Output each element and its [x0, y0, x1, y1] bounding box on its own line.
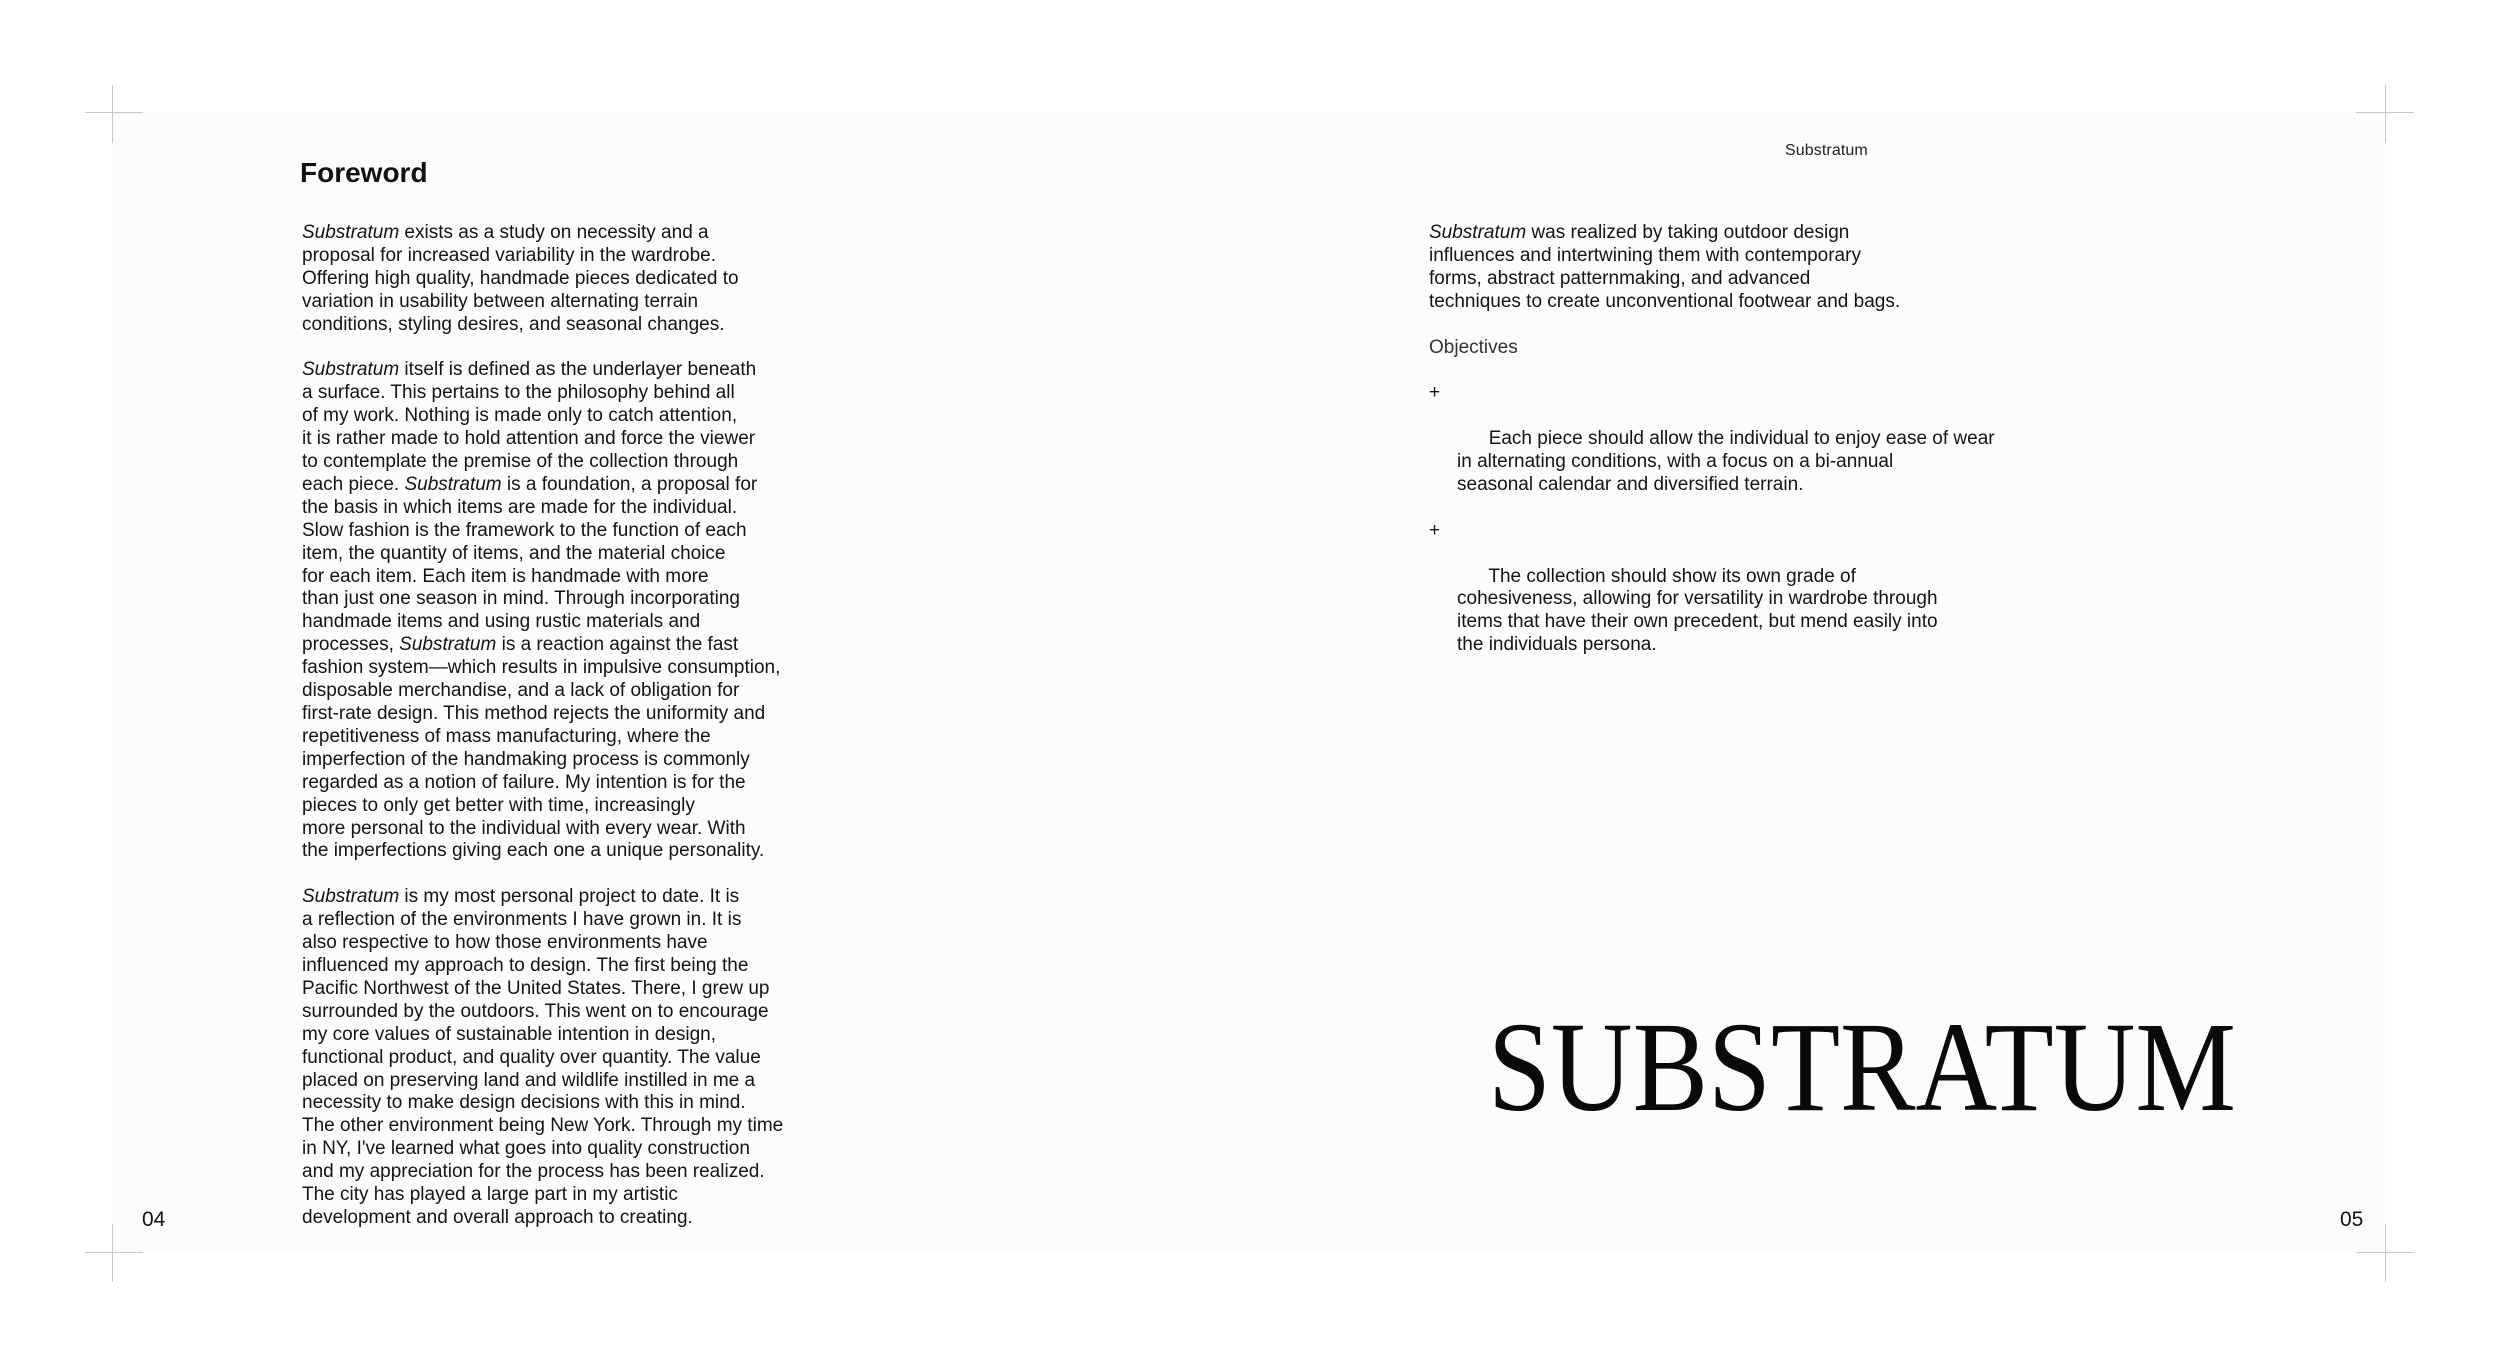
text-run: was realized by taking outdoor design influences and intertwining them with contemporary forms, abstract patternmaking, and advanced techniques to create unconventional footwear and bags. [1429, 222, 1901, 312]
crop-mark [85, 1252, 143, 1253]
text-run: is my most personal project to date. It is a reflection of the environments I have grown in. It is also respective to how those environments have influenced my approach to design. The first being the Pacific Northwest of the United States. There, I grew up surrounded by the outdoors. This went on to encourage my core values of sustainable intention in design, functional product, and quality over quantity. The value placed on preserving land and wildlife instilled in me a necessity to make design decisions with this in mind. The other environment being New York. Through my time in NY, I've learned what goes into quality construction and my appreciation for the process has been realized. The city has played a large part in my artistic development and overall approach to creating. [302, 886, 784, 1228]
page-title: Foreword [300, 157, 428, 188]
crop-mark [85, 112, 143, 113]
italic-title: Substratum [404, 473, 502, 495]
italic-title: Substratum [302, 359, 400, 381]
italic-title: Substratum [399, 634, 497, 656]
italic-title: Substratum [302, 886, 400, 908]
crop-mark [112, 1224, 113, 1282]
crop-mark [2385, 85, 2386, 143]
substratum-logo [1488, 996, 2236, 1138]
foreword-paragraph [302, 359, 862, 863]
list-item [1429, 382, 2029, 519]
text-run: itself is defined as the underlayer beneath a surface. This pertains to the philosophy behind all of my work. Nothing is made only to catch attention, it is rather made to hold attention and force the viewer to contemplate the premise of the collection through each piece. [302, 359, 757, 495]
objective-text: Each piece should allow the individual to enjoy ease of wear in alternating conditions, with a focus on a bi-annual seasonal calendar and diversified terrain. [1457, 428, 1995, 495]
plus-bullet-icon: + [1429, 382, 1441, 404]
crop-mark [112, 85, 113, 143]
plus-bullet-icon: + [1429, 519, 1441, 541]
text-run: exists as a study on necessity and a proposal for increased variability in the wardrobe. Offering high quality, handmade pieces dedicated to variation in usability between alternating terrain conditions, styling desires, and seasonal changes. [302, 222, 739, 335]
foreword-body [302, 222, 862, 1253]
foreword-paragraph [302, 886, 862, 1230]
page-number-right: 05 [2340, 1208, 2364, 1231]
objectives-label: Objectives [1429, 336, 1518, 358]
list-item [1429, 520, 2029, 680]
logo-wordmark: SUBSTRATUM [1488, 996, 2236, 1138]
text-run: is a foundation, a proposal for the basis in which items are made for the individual. Slow fashion is the framework to the function of each item, the quantity of items, and the material choice for each item. Each item is handmade with more than just one season in mind. Through incorporating handmade items and using rustic materials and processes, [302, 473, 758, 656]
italic-title: Substratum [1429, 222, 1527, 243]
text-run: is a reaction against the fast fashion system—which results in impulsive consumption, disposable merchandise, and a lack of obligation for first-rate design. This method rejects the uniformity and repetitiveness of mass manufacturing, where the imperfection of the handmaking process is commonly regarded as a notion of failure. My intention is for the pieces to only get better with time, increasingly more personal to the individual with every wear. With the imperfections giving each one a unique personality. [302, 634, 781, 862]
objective-text: The collection should show its own grade of cohesiveness, allowing for versatility in wardrobe through items that have their own precedent, but mend easily into the individuals persona. [1457, 565, 1938, 656]
objectives-list [1429, 382, 2029, 680]
foreword-paragraph [302, 222, 862, 337]
page-number-left: 04 [142, 1208, 166, 1231]
intro-paragraph [1429, 222, 2029, 314]
objectives-column [1429, 222, 2029, 680]
running-head: Substratum [1785, 142, 1868, 159]
italic-title: Substratum [302, 222, 400, 243]
crop-mark [2385, 1224, 2386, 1282]
